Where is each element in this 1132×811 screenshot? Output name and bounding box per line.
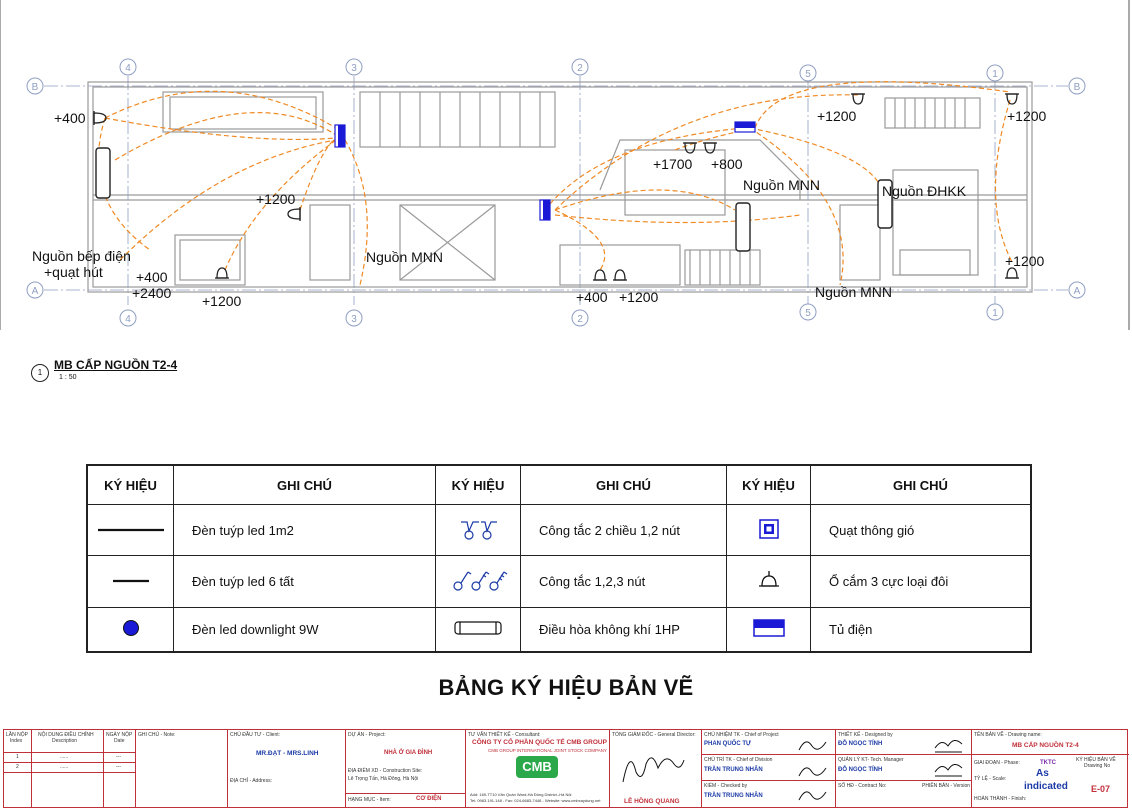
electrical-panel-icon <box>727 607 811 651</box>
grid-label-1-bottom: 1 <box>992 308 998 319</box>
legend-note: Tủ điện <box>811 607 1031 651</box>
tb-item: CƠ ĐIỆN <box>416 796 442 802</box>
tb-label: Drawing No <box>1084 763 1111 769</box>
tb-company-tel: Tel: 0983.191.148 - Fax: 024-6683-7448 - Website: www.cmbxaydung.net <box>470 798 601 803</box>
tb-label: TỔNG GIÁM ĐỐC - General Director: <box>612 732 696 738</box>
tb-label: LẦN NỘP <box>6 732 28 738</box>
tb-division: TRẦN TRUNG NHÂN <box>704 767 763 773</box>
tb-label: TƯ VẤN THIẾT KẾ - Consultant: <box>468 732 541 738</box>
led-tube-long-icon <box>88 505 174 556</box>
tb-label: Description <box>52 738 78 744</box>
tb-designed: ĐỖ NGỌC TÍNH <box>838 741 883 747</box>
plan-scale: 1 : 50 <box>59 374 77 381</box>
tb-project-col <box>346 730 466 807</box>
grid-label-3-top: 3 <box>351 63 357 74</box>
tb-rev-desc: ...... <box>60 754 69 760</box>
tb-project: NHÀ Ở GIA ĐÌNH <box>384 750 433 756</box>
tb-rev-date: --- <box>116 764 121 770</box>
tb-notes-col <box>136 730 228 807</box>
tb-label: SỐ HĐ - Contract No: <box>838 783 887 789</box>
legend-note: Đèn led downlight 9W <box>174 607 436 651</box>
grid-label-4-top: 4 <box>125 63 131 74</box>
air-conditioner-icon <box>436 607 521 651</box>
socket-height-label: +1200 <box>1005 253 1045 269</box>
tb-chief: PHAN QUỐC TỰ <box>704 741 751 747</box>
tb-label: PHIÊN BẢN - Version <box>922 783 971 789</box>
socket-height-label: +1200 <box>619 289 659 305</box>
tb-client: MR.ĐẠT - MRS.LINH <box>256 750 319 757</box>
socket-height-label: +400 <box>576 289 608 305</box>
legend-note: Công tắc 1,2,3 nút <box>521 556 727 607</box>
grid-label-a-right: A <box>1073 286 1081 297</box>
tb-label: CHỦ ĐẦU TƯ - Client: <box>230 732 281 738</box>
tb-label: GIAI ĐOẠN - Phase: <box>974 760 1020 766</box>
director-signature <box>618 742 688 788</box>
legend-header-symbol: KÝ HIỆU <box>727 466 811 505</box>
socket-height-label: +1700 <box>653 156 693 172</box>
tb-site: Lê Trọng Tấn, Hà Đông, Hà Nội <box>348 776 419 782</box>
plan-number-bubble: 1 <box>31 364 49 382</box>
plan-title: MB CẤP NGUỒN T2-4 <box>54 358 178 372</box>
grid-label-4-bottom: 4 <box>125 314 131 325</box>
grid-label-3-bottom: 3 <box>351 314 357 325</box>
tb-manager: ĐỖ NGỌC TÍNH <box>838 767 883 773</box>
downlight-icon <box>88 607 174 651</box>
designer-signatures <box>932 732 966 778</box>
tb-label: HOÀN THÀNH - Finish: <box>974 796 1027 802</box>
tb-company: CÔNG TY CỔ PHẦN QUỐC TẾ CMB GROUP <box>472 739 607 746</box>
socket-height-label: +2400 <box>132 285 172 301</box>
tb-rev-date: --- <box>116 754 121 760</box>
tb-designers-col <box>836 730 972 807</box>
tb-label: ĐỊA CHỈ - Address: <box>230 778 272 784</box>
two-way-switch-icon <box>436 505 521 556</box>
legend-header-symbol: KÝ HIỆU <box>88 466 174 505</box>
tb-checked: TRẦN TRUNG NHÂN <box>704 793 763 799</box>
tb-rev: 2 <box>16 764 19 770</box>
tb-label: DỰ ÁN - Project: <box>348 732 386 738</box>
tb-label: Index <box>10 738 23 744</box>
tb-rev: 1 <box>16 754 19 760</box>
power-source-label: +quạt hút <box>44 264 103 280</box>
tb-rev-desc: ...... <box>60 764 69 770</box>
legend-note: Đèn tuýp led 1m2 <box>174 505 436 556</box>
tb-label: KÝ HIỆU BẢN VẼ <box>1076 757 1116 763</box>
tb-label: CHỦ NHIỆM TK - Chief of Project <box>704 732 779 738</box>
tb-description-col <box>32 730 104 807</box>
grid-label-b-left: B <box>31 82 39 93</box>
ventilation-fan-icon <box>727 505 811 556</box>
tb-chiefs-col <box>702 730 836 807</box>
tb-director: LÊ HỒNG QUANG <box>624 798 680 805</box>
socket-height-label: +1200 <box>1007 108 1047 124</box>
tb-label: QUẢN LÝ KT- Tech. Manager <box>838 757 904 763</box>
grid-label-2-bottom: 2 <box>577 314 583 325</box>
tb-label: ĐỊA ĐIỂM XD - Construction Site: <box>348 768 423 774</box>
switch-1-2-3-icon <box>436 556 521 607</box>
legend-header-note: GHI CHÚ <box>521 466 727 505</box>
legend-note: Ổ cắm 3 cực loại đôi <box>811 556 1031 607</box>
tb-company-addr: Add: 169-TT10 Văn Quán Ward-Hà Đông District.-Hà Nội <box>470 792 572 797</box>
grid-label-b-right: B <box>1073 82 1081 93</box>
grid-label-5-top: 5 <box>805 69 811 80</box>
tb-label: KIỂM - Checked by <box>704 783 748 789</box>
tb-label: TÊN BẢN VẼ - Drawing name: <box>974 732 1042 738</box>
legend-note: Quạt thông gió <box>811 505 1031 556</box>
power-source-label: Nguồn MNN <box>743 177 821 193</box>
legend-title: BẢNG KÝ HIỆU BẢN VẼ <box>438 675 694 700</box>
grid-label-1-top: 1 <box>992 69 998 80</box>
tb-scale-value: indicated <box>1024 781 1068 792</box>
tb-date-col <box>104 730 136 807</box>
socket-height-label: +1200 <box>817 108 857 124</box>
legend-header-note: GHI CHÚ <box>174 466 436 505</box>
socket-height-label: +800 <box>711 156 743 172</box>
power-source-label: Nguồn MNN <box>815 284 893 300</box>
tb-label: THIẾT KẾ - Designed by <box>838 732 893 738</box>
double-socket-icon <box>727 556 811 607</box>
floor-plan <box>0 0 1132 330</box>
tb-company-en: CMB GROUP INTERNATIONAL JOINT STOCK COMPANY <box>488 748 607 753</box>
legend-header-note: GHI CHÚ <box>811 466 1031 505</box>
power-source-label: Nguồn bếp điện <box>32 248 131 264</box>
tb-index-col <box>4 730 32 807</box>
tb-client-col <box>228 730 346 807</box>
tb-label: HẠNG MỤC - Item: <box>348 797 391 803</box>
grid-label-2-top: 2 <box>577 63 583 74</box>
tb-consultant-col <box>466 730 610 807</box>
tb-drawing-col <box>972 730 1129 807</box>
border-lines <box>0 0 1129 330</box>
tb-label: TỶ LỆ - Scale: <box>974 776 1007 782</box>
tb-label: NGÀY NỘP <box>106 732 133 738</box>
legend-note: Đèn tuýp led 6 tất <box>174 556 436 607</box>
tb-label: GHI CHÚ - Note: <box>138 732 176 738</box>
led-tube-short-icon <box>88 556 174 607</box>
tb-phase: TKTC <box>1040 760 1056 766</box>
tb-scale-value: As <box>1036 768 1049 779</box>
tb-label: NỘI DUNG ĐIỀU CHỈNH <box>38 732 94 738</box>
legend-note: Điều hòa không khí 1HP <box>521 607 727 651</box>
power-source-label: Nguồn ĐHKK <box>882 183 967 199</box>
grid-label-5-bottom: 5 <box>805 308 811 319</box>
socket-height-label: +1200 <box>256 191 296 207</box>
socket-height-label: +400 <box>136 269 168 285</box>
power-source-label: Nguồn MNN <box>366 249 444 265</box>
tb-drawing-name: MB CẤP NGUỒN T2-4 <box>1012 742 1079 749</box>
tb-label: CHỦ TRÌ TK - Chief of Division <box>704 757 773 763</box>
tb-label: Date <box>114 738 125 744</box>
legend-table <box>86 464 1032 653</box>
tb-drawing-no: E-07 <box>1091 784 1111 794</box>
chief-signatures <box>796 732 830 804</box>
company-logo: CMB <box>516 756 558 778</box>
tb-director-col <box>610 730 702 807</box>
grid-label-a-left: A <box>31 286 39 297</box>
legend-header-symbol: KÝ HIỆU <box>436 466 521 505</box>
socket-height-label: +400 <box>54 110 86 126</box>
title-block <box>3 729 1128 808</box>
socket-height-label: +1200 <box>202 293 242 309</box>
legend-note: Công tắc 2 chiều 1,2 nút <box>521 505 727 556</box>
